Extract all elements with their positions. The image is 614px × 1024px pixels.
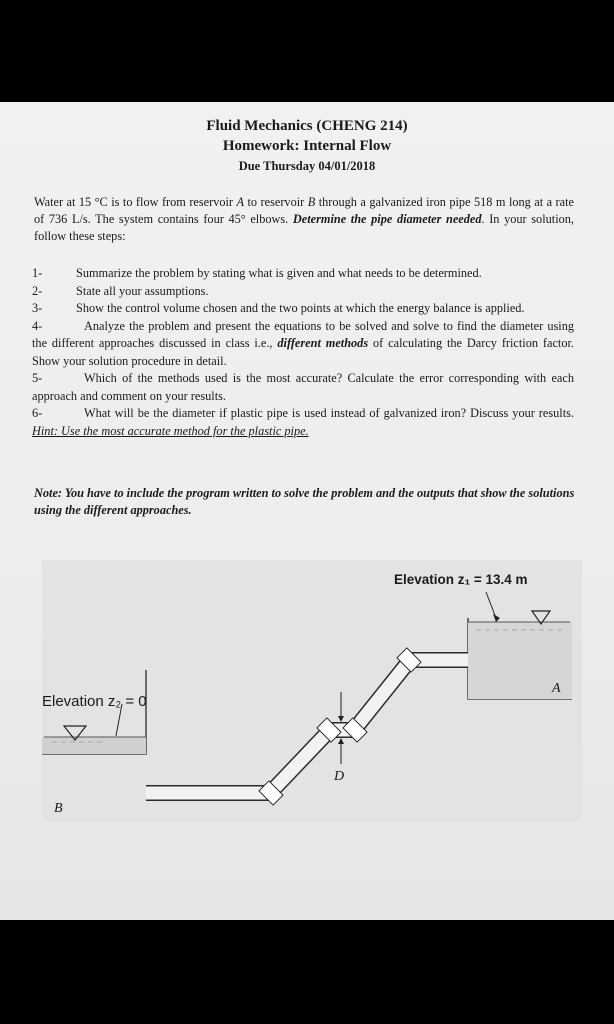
step-text: What will be the diameter if plastic pipe is used instead of galvanized iron? Discuss your results. (84, 406, 574, 420)
step-hint: Hint: Use the most accurate method for the plastic pipe. (32, 423, 309, 438)
step-text-cont: of calculating the Darcy friction factor. Show your solution procedure in detail. (32, 336, 574, 368)
step-text: Show the control volume chosen and the two points at which the energy balance is applied. (76, 301, 525, 315)
step-6 (32, 405, 574, 440)
intro-text-2: to reservoir (244, 195, 308, 209)
step-number: 5- (32, 371, 43, 385)
step-3 (32, 300, 574, 318)
step-text: Analyze the problem and present the equations to be solved and solve to find the diameter using the different approaches discussed in class i.e., (32, 318, 574, 350)
course-title: Fluid Mechanics (CHENG 214) (206, 118, 408, 134)
intro-text-4: . In your solution, follow these steps: (34, 212, 574, 243)
homework-sheet (0, 102, 614, 920)
step-number: 2- (32, 283, 43, 298)
steps-list (32, 265, 574, 440)
elevation-b-label: Elevation z₂ = 0 (42, 693, 147, 710)
step-4 (32, 318, 574, 371)
reservoir-b-water (42, 737, 146, 754)
problem-statement (34, 194, 574, 245)
elevation-a-label: Elevation z₁ = 13.4 m (394, 572, 528, 587)
intro-text-1: Water at 15 °C is to flow from reservoir (34, 195, 237, 209)
intro-text-3: through a galvanized iron pipe 518 m long at a rate of 736 L/s. The system contains four 45° elbows. (34, 195, 574, 226)
step-text: Which of the methods used is the most accurate? Calculate the error corresponding with each approach and comment on your results. (32, 371, 574, 403)
step-2 (32, 283, 574, 301)
step-5 (32, 370, 574, 405)
step-number: 1- (32, 266, 43, 280)
note: Note: You have to include the program written to solve the problem and the outputs that show the solutions using the different approaches. (34, 486, 575, 517)
step-number: 4- (32, 318, 43, 333)
assignment-title: Homework: Internal Flow (222, 138, 392, 154)
step-number: 6- (32, 406, 43, 420)
step-text: State all your assumptions. (76, 283, 209, 298)
reservoir-a-ref: A (236, 195, 245, 209)
reservoir-b-ref: B (307, 195, 316, 209)
step-text: Summarize the problem by stating what is given and what needs to be determined. (76, 266, 482, 280)
intro-emphasis: Determine the pipe diameter needed (292, 212, 482, 226)
due-date: Due Thursday 04/01/2018 (238, 159, 376, 173)
pipe-system-diagram (42, 560, 582, 822)
step-1 (32, 265, 574, 283)
header (0, 116, 614, 176)
step-emphasis: different methods (277, 336, 369, 350)
reservoir-b-label: B (54, 801, 63, 816)
step-number: 3- (32, 301, 43, 315)
reservoir-a-label: A (552, 681, 561, 696)
diameter-label: D (334, 769, 345, 784)
